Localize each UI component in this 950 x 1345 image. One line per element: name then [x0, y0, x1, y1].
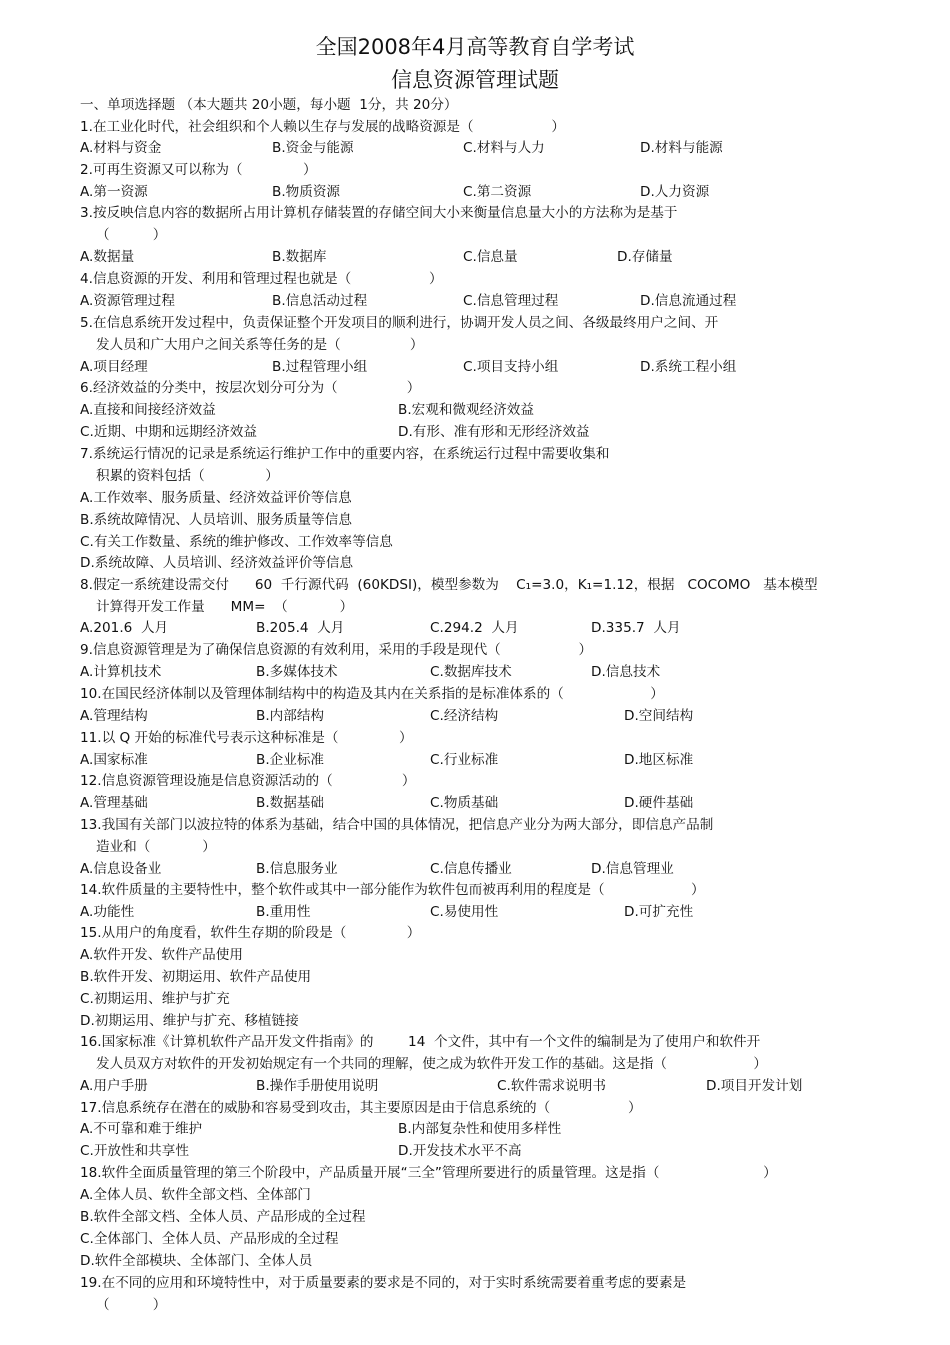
question-stem-continued: 发人员双方对软件的开发初始规定有一个共同的理解，使之成为软件开发工作的基础。这是指（ ） [96, 1056, 767, 1072]
answer-option: C.294.2 人月 [430, 620, 519, 636]
answer-option: D.人力资源 [640, 184, 710, 200]
answer-option: D.开发技术水平不高 [398, 1143, 522, 1159]
answer-option: A.项目经理 [80, 359, 148, 375]
answer-option: C.软件需求说明书 [497, 1078, 606, 1094]
answer-option: B.过程管理小组 [272, 359, 368, 375]
answer-option: A.软件开发、软件产品使用 [80, 947, 243, 963]
question-stem-continued: （ ） [96, 227, 167, 243]
answer-option: D.信息流通过程 [640, 293, 737, 309]
question-stem: 6.经济效益的分类中，按层次划分可分为（ ） [80, 380, 421, 396]
answer-option: C.全体部门、全体人员、产品形成的全过程 [80, 1231, 339, 1247]
answer-option: C.信息传播业 [430, 861, 512, 877]
answer-option: D.有形、准有形和无形经济效益 [398, 424, 590, 440]
answer-option: C.数据库技术 [430, 664, 512, 680]
answer-option: D.硬件基础 [624, 795, 694, 811]
answer-option: D.335.7 人月 [591, 620, 681, 636]
answer-option: A.国家标准 [80, 752, 148, 768]
exam-title: 全国2008年4月高等教育自学考试 [315, 35, 635, 59]
answer-option: B.宏观和微观经济效益 [398, 402, 534, 418]
question-stem: 9.信息资源管理是为了确保信息资源的有效利用，采用的手段是现代（ ） [80, 642, 593, 658]
question-stem: 8.假定一系统建设需交付 60 千行源代码 (60KDSI)，模型参数为 C₁=3.0，K₁=1.12，根据 COCOMO 基本模型 [80, 577, 818, 593]
exam-subtitle: 信息资源管理试题 [391, 68, 559, 92]
answer-option: D.可扩充性 [624, 904, 694, 920]
answer-option: A.不可靠和难于维护 [80, 1121, 203, 1137]
answer-option: C.近期、中期和远期经济效益 [80, 424, 257, 440]
answer-option: D.项目开发计划 [706, 1078, 803, 1094]
answer-option: B.软件开发、初期运用、软件产品使用 [80, 969, 312, 985]
answer-option: C.信息管理过程 [463, 293, 559, 309]
answer-option: A.第一资源 [80, 184, 148, 200]
answer-option: D.材料与能源 [640, 140, 723, 156]
answer-option: C.信息量 [463, 249, 518, 265]
question-stem-continued: 计算得开发工作量 MM= （ ） [96, 599, 354, 615]
answer-option: A.功能性 [80, 904, 135, 920]
question-stem: 1.在工业化时代，社会组织和个人赖以生存与发展的战略资源是（ ） [80, 119, 565, 135]
question-stem: 18.软件全面质量管理的第三个阶段中，产品质量开展“三全”管理所要进行的质量管理。这是指（ ） [80, 1165, 777, 1181]
answer-option: D.信息技术 [591, 664, 661, 680]
answer-option: A.用户手册 [80, 1078, 148, 1094]
answer-option: A.工作效率、服务质量、经济效益评价等信息 [80, 490, 352, 506]
answer-option: A.201.6 人月 [80, 620, 169, 636]
answer-option: D.系统工程小组 [640, 359, 737, 375]
answer-option: C.有关工作数量、系统的维护修改、工作效率等信息 [80, 534, 393, 550]
question-stem: 13.我国有关部门以波拉特的体系为基础，结合中国的具体情况，把信息产业分为两大部分，即信息产品制 [80, 817, 714, 833]
answer-option: C.经济结构 [430, 708, 499, 724]
answer-option: B.内部复杂性和使用多样性 [398, 1121, 562, 1137]
answer-option: C.开放性和共享性 [80, 1143, 189, 1159]
question-stem-continued: （ ） [96, 1297, 167, 1313]
answer-option: A.全体人员、软件全部文档、全体部门 [80, 1187, 311, 1203]
answer-option: C.物质基础 [430, 795, 499, 811]
answer-option: B.操作手册使用说明 [256, 1078, 379, 1094]
answer-option: B.数据库 [272, 249, 327, 265]
answer-option: B.重用性 [256, 904, 311, 920]
answer-option: A.资源管理过程 [80, 293, 175, 309]
answer-option: B.数据基础 [256, 795, 325, 811]
answer-option: A.直接和间接经济效益 [80, 402, 216, 418]
answer-option: B.企业标准 [256, 752, 325, 768]
answer-option: C.项目支持小组 [463, 359, 559, 375]
answer-option: A.管理结构 [80, 708, 148, 724]
question-stem: 4.信息资源的开发、利用和管理过程也就是（ ） [80, 271, 443, 287]
answer-option: C.材料与人力 [463, 140, 545, 156]
question-stem: 5.在信息系统开发过程中，负责保证整个开发项目的顺利进行，协调开发人员之间、各级最终用户之间、开 [80, 315, 719, 331]
answer-option: A.信息设备业 [80, 861, 162, 877]
question-stem: 16.国家标准《计算机软件产品开发文件指南》的 14 个文件，其中有一个文件的编制是为了使用户和软件开 [80, 1034, 761, 1050]
answer-option: A.材料与资金 [80, 140, 162, 156]
answer-option: D.软件全部模块、全体部门、全体人员 [80, 1253, 313, 1269]
answer-option: B.信息活动过程 [272, 293, 368, 309]
answer-option: B.信息服务业 [256, 861, 338, 877]
answer-option: A.数据量 [80, 249, 135, 265]
question-stem: 15.从用户的角度看，软件生存期的阶段是（ ） [80, 925, 421, 941]
question-stem: 17.信息系统存在潜在的威胁和容易受到攻击，其主要原因是由于信息系统的（ ） [80, 1100, 642, 1116]
answer-option: C.行业标准 [430, 752, 499, 768]
answer-option: B.多媒体技术 [256, 664, 338, 680]
answer-option: C.易使用性 [430, 904, 499, 920]
answer-option: D.存储量 [617, 249, 673, 265]
question-stem-continued: 发人员和广大用户之间关系等任务的是（ ） [96, 337, 424, 353]
answer-option: C.第二资源 [463, 184, 532, 200]
question-stem: 10.在国民经济体制以及管理体制结构中的构造及其内在关系指的是标准体系的（ ） [80, 686, 664, 702]
section-heading: 一、单项选择题 （本大题共 20小题，每小题 1分，共 20分） [80, 97, 458, 113]
question-stem: 12.信息资源管理设施是信息资源活动的（ ） [80, 773, 416, 789]
answer-option: C.初期运用、维护与扩充 [80, 991, 230, 1007]
question-stem: 3.按反映信息内容的数据所占用计算机存储装置的存储空间大小来衡量信息量大小的方法称为是基于 [80, 205, 678, 221]
answer-option: B.软件全部文档、全体人员、产品形成的全过程 [80, 1209, 366, 1225]
answer-option: D.系统故障、人员培训、经济效益评价等信息 [80, 555, 354, 571]
answer-option: D.信息管理业 [591, 861, 674, 877]
question-stem-continued: 积累的资料包括（ ） [96, 468, 279, 484]
answer-option: B.系统故障情况、人员培训、服务质量等信息 [80, 512, 352, 528]
answer-option: A.计算机技术 [80, 664, 162, 680]
answer-option: B.物质资源 [272, 184, 341, 200]
answer-option: D.初期运用、维护与扩充、移植链接 [80, 1013, 299, 1029]
question-stem-continued: 造业和（ ） [96, 839, 216, 855]
question-stem: 2.可再生资源又可以称为（ ） [80, 162, 317, 178]
answer-option: D.空间结构 [624, 708, 694, 724]
answer-option: D.地区标准 [624, 752, 694, 768]
answer-option: A.管理基础 [80, 795, 148, 811]
answer-option: B.内部结构 [256, 708, 325, 724]
question-stem: 19.在不同的应用和环境特性中，对于质量要素的要求是不同的，对于实时系统需要着重考虑的要素是 [80, 1275, 687, 1291]
answer-option: B.资金与能源 [272, 140, 354, 156]
question-stem: 7.系统运行情况的记录是系统运行维护工作中的重要内容，在系统运行过程中需要收集和 [80, 446, 610, 462]
question-stem: 14.软件质量的主要特性中，整个软件或其中一部分能作为软件包而被再利用的程度是（ ） [80, 882, 705, 898]
answer-option: B.205.4 人月 [256, 620, 345, 636]
question-stem: 11.以 Q 开始的标准代号表示这种标准是（ ） [80, 730, 413, 746]
